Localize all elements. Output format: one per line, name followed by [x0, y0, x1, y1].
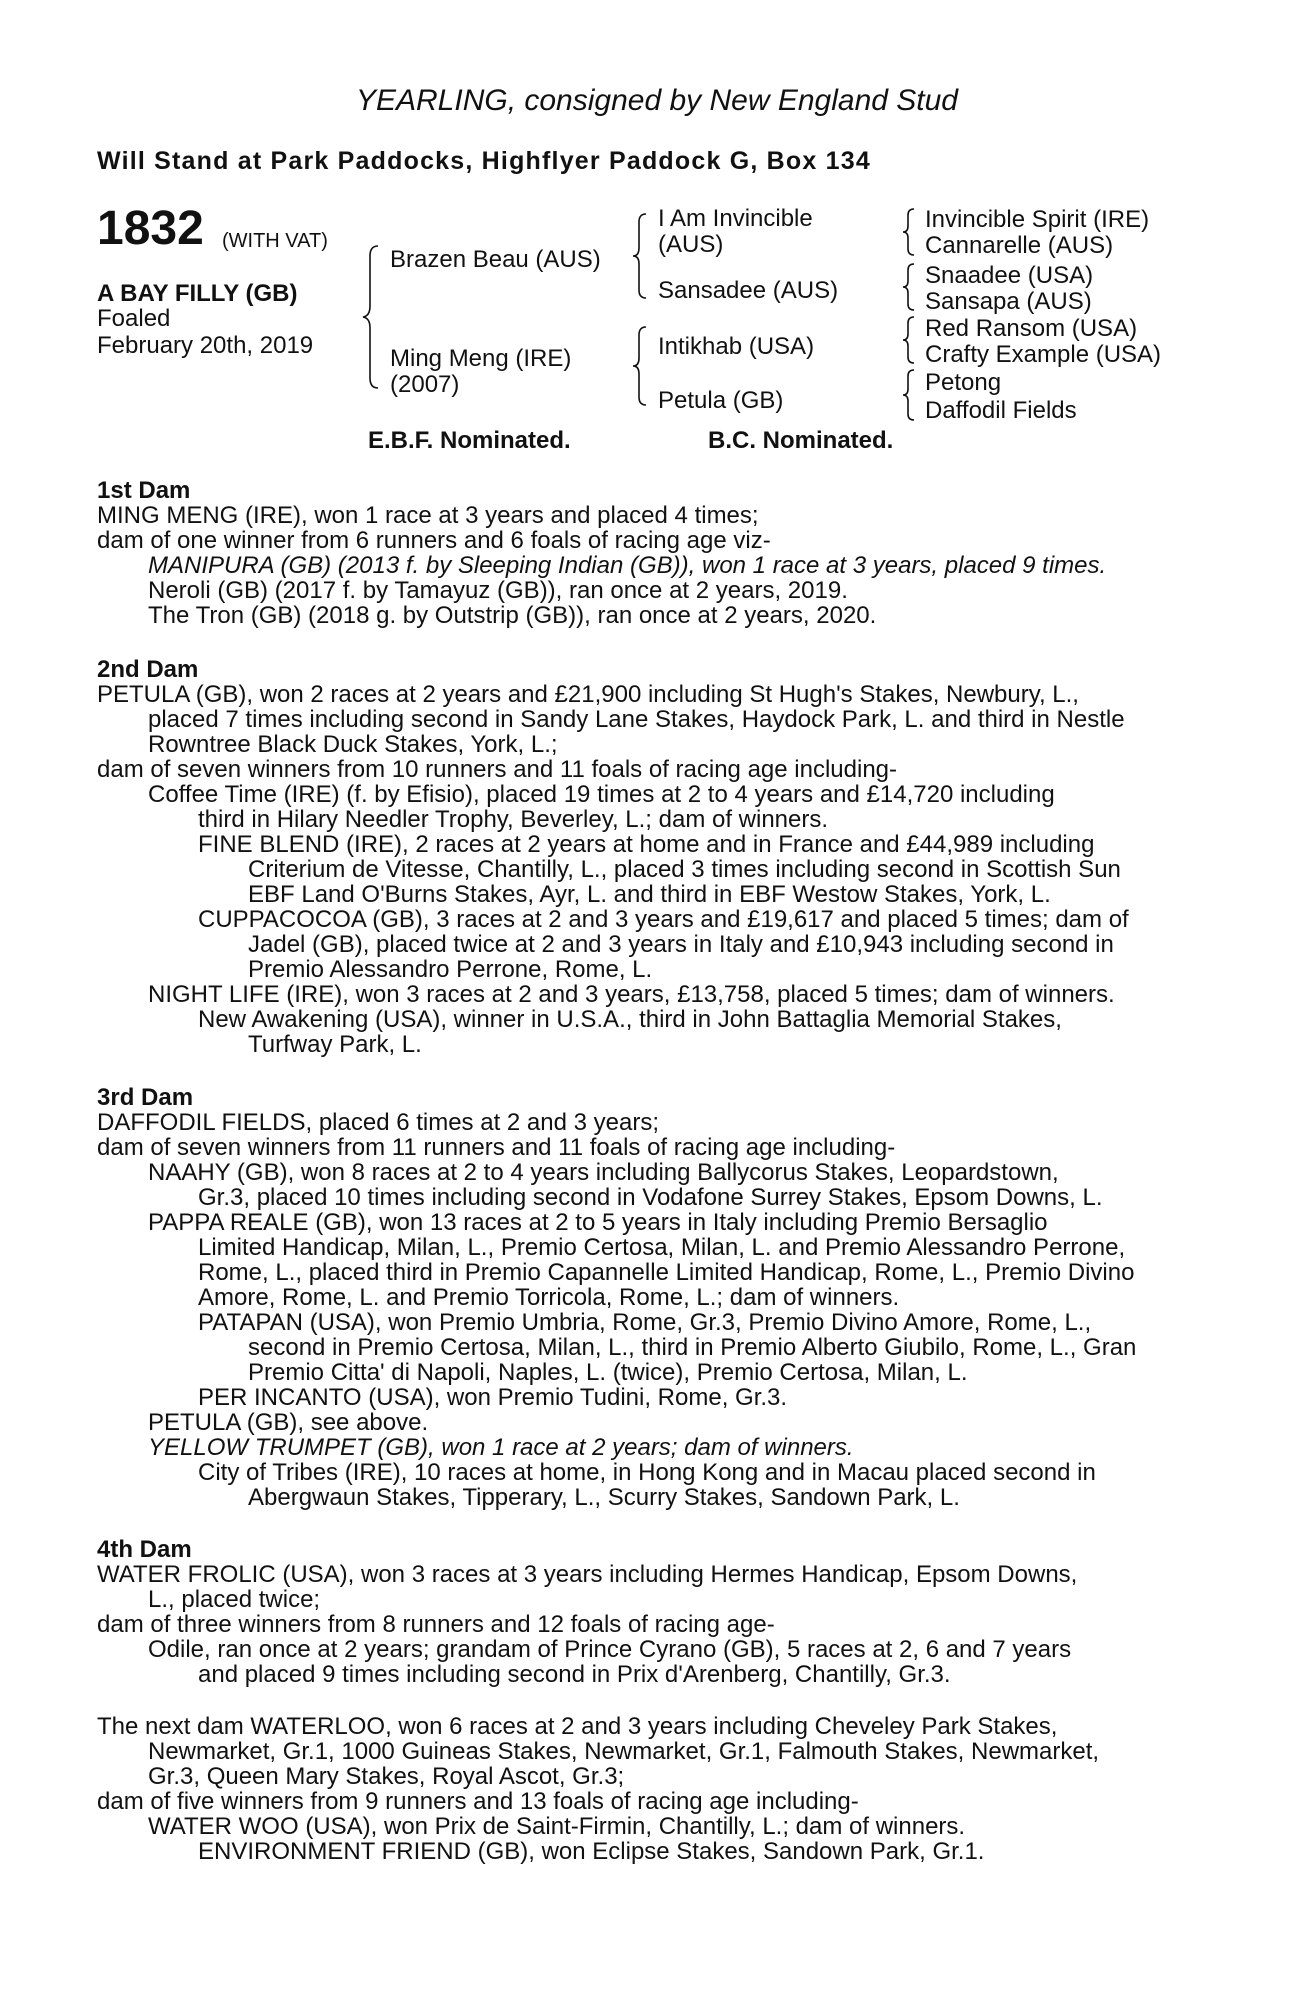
ebf-nominated: E.B.F. Nominated.: [368, 427, 571, 454]
dam2-line: New Awakening (USA), winner in U.S.A., third in John Battaglia Memorial Stakes,: [198, 1006, 1062, 1033]
dam3-line: Limited Handicap, Milan, L., Premio Certosa, Milan, L. and Premio Alessandro Perrone,: [198, 1234, 1126, 1261]
sale-title: YEARLING, consigned by New England Stud: [355, 84, 958, 117]
foaled-date: February 20th, 2019: [97, 332, 314, 359]
nextdam-line: dam of five winners from 9 runners and 13 foals of racing age including-: [97, 1788, 859, 1815]
sire: Brazen Beau (AUS): [390, 246, 601, 273]
sire-sire-country: (AUS): [658, 231, 724, 258]
dam3-line: second in Premio Certosa, Milan, L., third in Premio Alberto Giubilo, Rome, L., Gran: [248, 1334, 1137, 1361]
nextdam-line: The next dam WATERLOO, won 6 races at 2 and 3 years including Cheveley Park Stakes,: [97, 1713, 1058, 1740]
dam2-heading: 2nd Dam: [97, 656, 199, 683]
dam4-line: and placed 9 times including second in Prix d'Arenberg, Chantilly, Gr.3.: [198, 1661, 951, 1688]
dam2-line: dam of seven winners from 10 runners and 11 foals of racing age including-: [97, 756, 898, 783]
dam4-line: L., placed twice;: [148, 1586, 321, 1613]
lot-description: A BAY FILLY (GB): [97, 280, 298, 307]
dam3-line: PER INCANTO (USA), won Premio Tudini, Rome, Gr.3.: [198, 1384, 788, 1411]
nextdam-line: Newmarket, Gr.1, 1000 Guineas Stakes, Newmarket, Gr.1, Falmouth Stakes, Newmarket,: [148, 1738, 1100, 1765]
dam3-line: PATAPAN (USA), won Premio Umbria, Rome, Gr.3, Premio Divino Amore, Rome, L.,: [198, 1309, 1092, 1336]
dam: Ming Meng (IRE): [390, 345, 572, 372]
pedigree-brace-dd: [900, 367, 918, 423]
pedigree-brace-ss: [900, 206, 918, 258]
dam-dam: Petula (GB): [658, 387, 784, 414]
dam3-line: Abergwaun Stakes, Tipperary, L., Scurry Stakes, Sandown Park, L.: [248, 1484, 960, 1511]
nextdam-line: Gr.3, Queen Mary Stakes, Royal Ascot, Gr.3;: [148, 1763, 625, 1790]
dam1-line: MING MENG (IRE), won 1 race at 3 years and placed 4 times;: [97, 502, 759, 529]
pedigree-brace-ds: [900, 314, 918, 366]
dam1-line: dam of one winner from 6 runners and 6 foals of racing age viz-: [97, 527, 771, 554]
dam2-line: PETULA (GB), won 2 races at 2 years and £21,900 including St Hugh's Stakes, Newbury, L.,: [97, 681, 1079, 708]
pedigree-brace-sd: [900, 261, 918, 313]
dam3-line: dam of seven winners from 11 runners and 11 foals of racing age including-: [97, 1134, 896, 1161]
sss: Invincible Spirit (IRE): [925, 206, 1150, 233]
stand-location: Will Stand at Park Paddocks, Highflyer Paddock G, Box 134: [97, 147, 871, 175]
dam2-line: Rowntree Black Duck Stakes, York, L.;: [148, 731, 558, 758]
dam4-line: dam of three winners from 8 runners and 12 foals of racing age-: [97, 1611, 775, 1638]
pedigree-brace-dam: [630, 323, 652, 409]
nextdam-line: ENVIRONMENT FRIEND (GB), won Eclipse Stakes, Sandown Park, Gr.1.: [198, 1838, 985, 1865]
sdd: Sansapa (AUS): [925, 288, 1092, 315]
dam1-line: The Tron (GB) (2018 g. by Outstrip (GB)), ran once at 2 years, 2020.: [148, 602, 877, 629]
dam2-line: EBF Land O'Burns Stakes, Ayr, L. and third in EBF Westow Stakes, York, L.: [248, 881, 1051, 908]
dds: Petong: [925, 369, 1002, 396]
dam3-line: YELLOW TRUMPET (GB), won 1 race at 2 years; dam of winners.: [148, 1434, 854, 1461]
dam2-line: Premio Alessandro Perrone, Rome, L.: [248, 956, 653, 983]
ssd: Cannarelle (AUS): [925, 232, 1114, 259]
dsd: Crafty Example (USA): [925, 341, 1162, 368]
dam1-line: Neroli (GB) (2017 f. by Tamayuz (GB)), ran once at 2 years, 2019.: [148, 577, 848, 604]
dam2-line: CUPPACOCOA (GB), 3 races at 2 and 3 years and £19,617 and placed 5 times; dam of: [198, 906, 1129, 933]
lot-number: 1832: [97, 202, 204, 255]
dam3-line: Gr.3, placed 10 times including second in Vodafone Surrey Stakes, Epsom Downs, L.: [198, 1184, 1103, 1211]
dam2-line: NIGHT LIFE (IRE), won 3 races at 2 and 3 years, £13,758, placed 5 times; dam of winners.: [148, 981, 1115, 1008]
dam3-line: DAFFODIL FIELDS, placed 6 times at 2 and 3 years;: [97, 1109, 660, 1136]
dam1-heading: 1st Dam: [97, 477, 191, 504]
dam1-line: MANIPURA (GB) (2013 f. by Sleeping Indian (GB)), won 1 race at 3 years, placed 9 times.: [148, 552, 1107, 579]
dam2-line: placed 7 times including second in Sandy Lane Stakes, Haydock Park, L. and third in Nestle: [148, 706, 1125, 733]
dam3-line: City of Tribes (IRE), 10 races at home, in Hong Kong and in Macau placed second in: [198, 1459, 1096, 1486]
sds: Snaadee (USA): [925, 262, 1094, 289]
dam2-line: Turfway Park, L.: [248, 1031, 422, 1058]
dam2-line: third in Hilary Needler Trophy, Beverley, L.; dam of winners.: [198, 806, 829, 833]
dam2-line: Jadel (GB), placed twice at 2 and 3 years in Italy and £10,943 including second in: [248, 931, 1114, 958]
pedigree-brace-sire: [630, 210, 652, 302]
dam3-line: Rome, L., placed third in Premio Capannelle Limited Handicap, Rome, L., Premio Divino: [198, 1259, 1135, 1286]
sire-dam: Sansadee (AUS): [658, 277, 839, 304]
dss: Red Ransom (USA): [925, 315, 1138, 342]
foaled-label: Foaled: [97, 305, 171, 332]
dam4-line: WATER FROLIC (USA), won 3 races at 3 years including Hermes Handicap, Epsom Downs,: [97, 1561, 1078, 1588]
pedigree-brace-main: [360, 242, 384, 392]
dam3-line: NAAHY (GB), won 8 races at 2 to 4 years including Ballycorus Stakes, Leopardstown,: [148, 1159, 1059, 1186]
dam-sire: Intikhab (USA): [658, 333, 815, 360]
dam2-line: FINE BLEND (IRE), 2 races at 2 years at home and in France and £44,989 including: [198, 831, 1095, 858]
dam3-line: Amore, Rome, L. and Premio Torricola, Rome, L.; dam of winners.: [198, 1284, 900, 1311]
dam3-heading: 3rd Dam: [97, 1084, 194, 1111]
dam-year: (2007): [390, 371, 460, 398]
ddd: Daffodil Fields: [925, 397, 1077, 424]
dam3-line: Premio Citta' di Napoli, Naples, L. (twice), Premio Certosa, Milan, L.: [248, 1359, 968, 1386]
bc-nominated: B.C. Nominated.: [708, 427, 894, 454]
dam4-heading: 4th Dam: [97, 1536, 192, 1563]
dam3-line: PAPPA REALE (GB), won 13 races at 2 to 5 years in Italy including Premio Bersaglio: [148, 1209, 1048, 1236]
dam4-line: Odile, ran once at 2 years; grandam of Prince Cyrano (GB), 5 races at 2, 6 and 7 years: [148, 1636, 1072, 1663]
sire-sire: I Am Invincible: [658, 205, 813, 232]
dam2-line: Coffee Time (IRE) (f. by Efisio), placed 19 times at 2 to 4 years and £14,720 including: [148, 781, 1055, 808]
vat-note: (WITH VAT): [222, 230, 328, 252]
nextdam-line: WATER WOO (USA), won Prix de Saint-Firmin, Chantilly, L.; dam of winners.: [148, 1813, 966, 1840]
dam2-line: Criterium de Vitesse, Chantilly, L., placed 3 times including second in Scottish Sun: [248, 856, 1121, 883]
dam3-line: PETULA (GB), see above.: [148, 1409, 429, 1436]
